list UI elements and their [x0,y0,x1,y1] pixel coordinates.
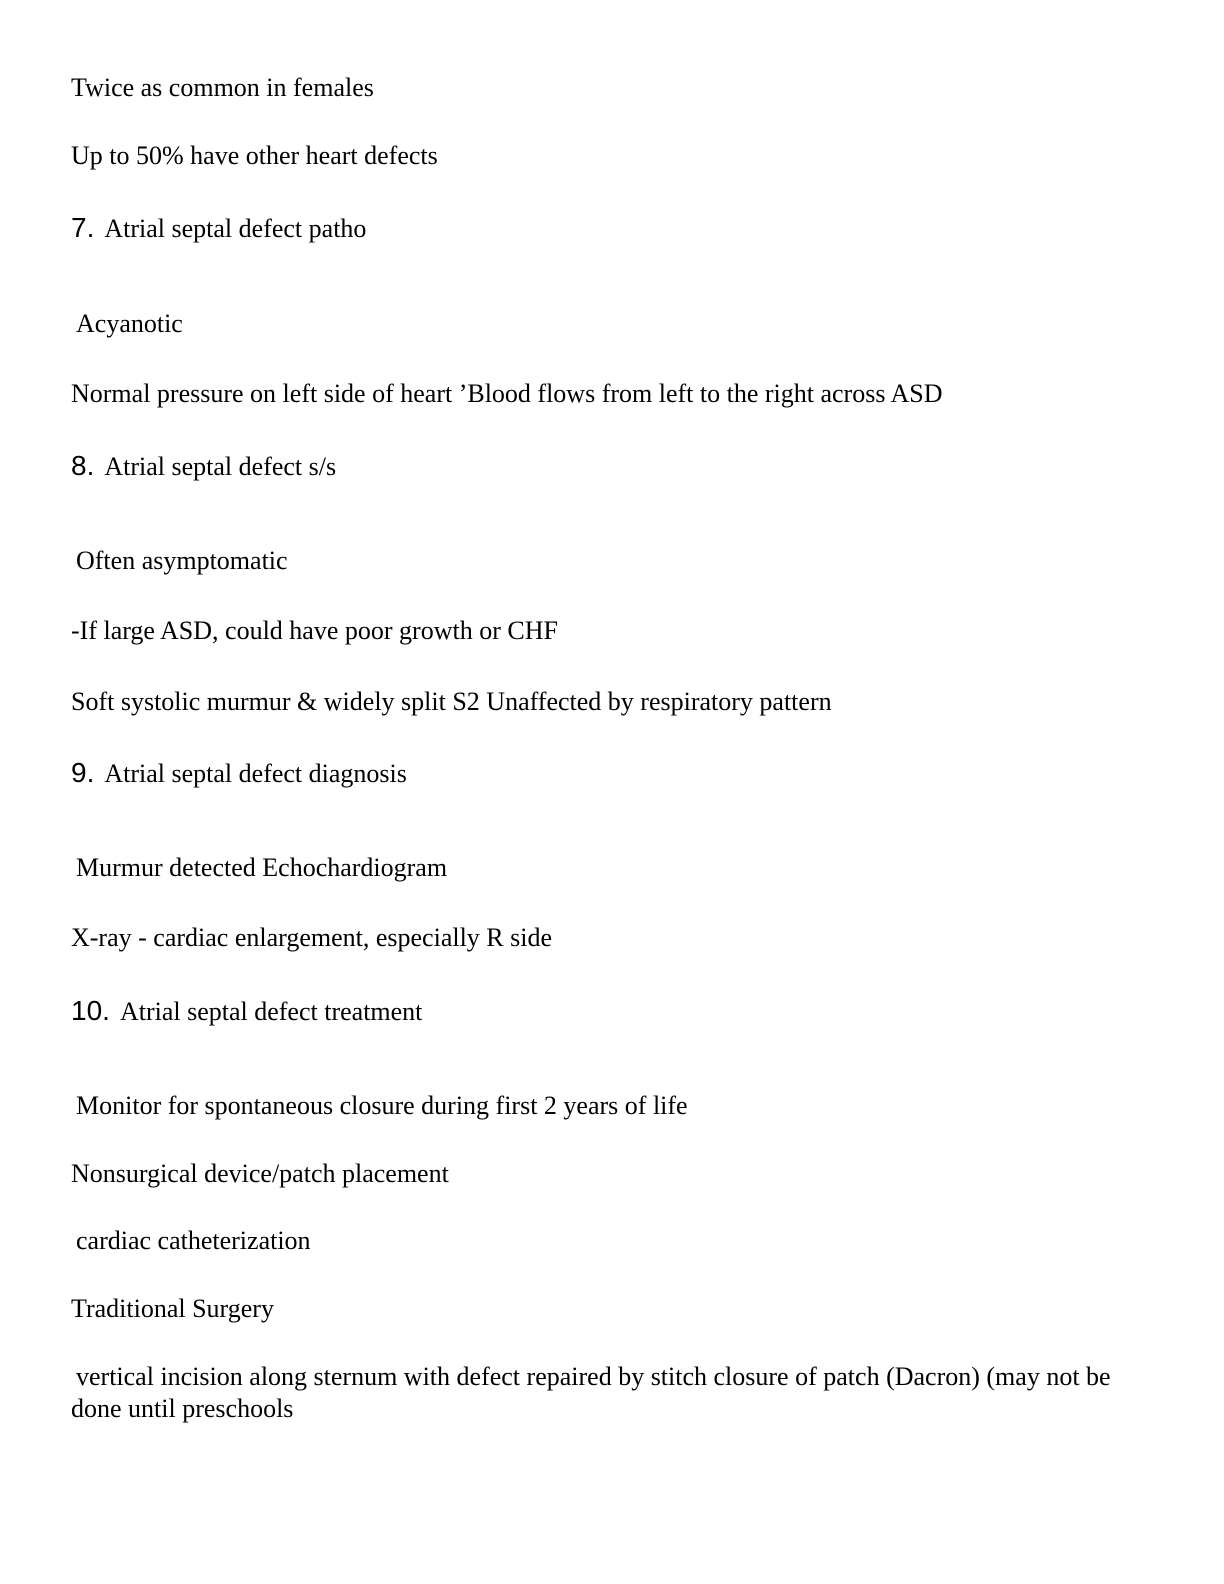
text-line-monitor: Monitor for spontaneous closure during first 2 years of life [76,1091,688,1120]
section-number: 9. [71,757,95,788]
section-heading-7 [71,212,366,245]
section-heading-8 [71,450,336,483]
text-line-xray: X-ray - cardiac enlargement, especially R side [71,923,553,952]
text-line-asymptomatic: Often asymptomatic [76,546,288,575]
text-line-incision: vertical incision along sternum with defect repaired by stitch closure of patch (Dacron) (may not be done until preschools [71,1362,1111,1423]
text-line-echo: Murmur detected Echochardiogram [76,853,448,882]
text-line-acyanotic: Acyanotic [76,309,183,338]
text-line-pressure: Normal pressure on left side of heart ’Blood flows from left to the right across ASD [71,379,943,408]
text-line-murmur: Soft systolic murmur & widely split S2 Unaffected by respiratory pattern [71,687,832,716]
section-title: Atrial septal defect treatment [119,997,423,1026]
section-number: 10. [71,995,110,1026]
text-line-surgery: Traditional Surgery [71,1294,274,1323]
text-line-nonsurgical: Nonsurgical device/patch placement [71,1159,449,1188]
section-number: 7. [71,212,95,243]
text-line-catheterization: cardiac catheterization [76,1226,311,1255]
section-heading-9 [71,757,407,790]
section-number: 8. [71,450,95,481]
text-line-large-asd: -If large ASD, could have poor growth or CHF [71,616,558,645]
section-heading-10 [71,995,422,1028]
section-title: Atrial septal defect s/s [104,452,337,481]
text-line-other-defects: Up to 50% have other heart defects [71,141,438,170]
text-line-females: Twice as common in females [71,73,374,102]
section-title: Atrial septal defect patho [104,214,367,243]
section-title: Atrial septal defect diagnosis [104,759,407,788]
